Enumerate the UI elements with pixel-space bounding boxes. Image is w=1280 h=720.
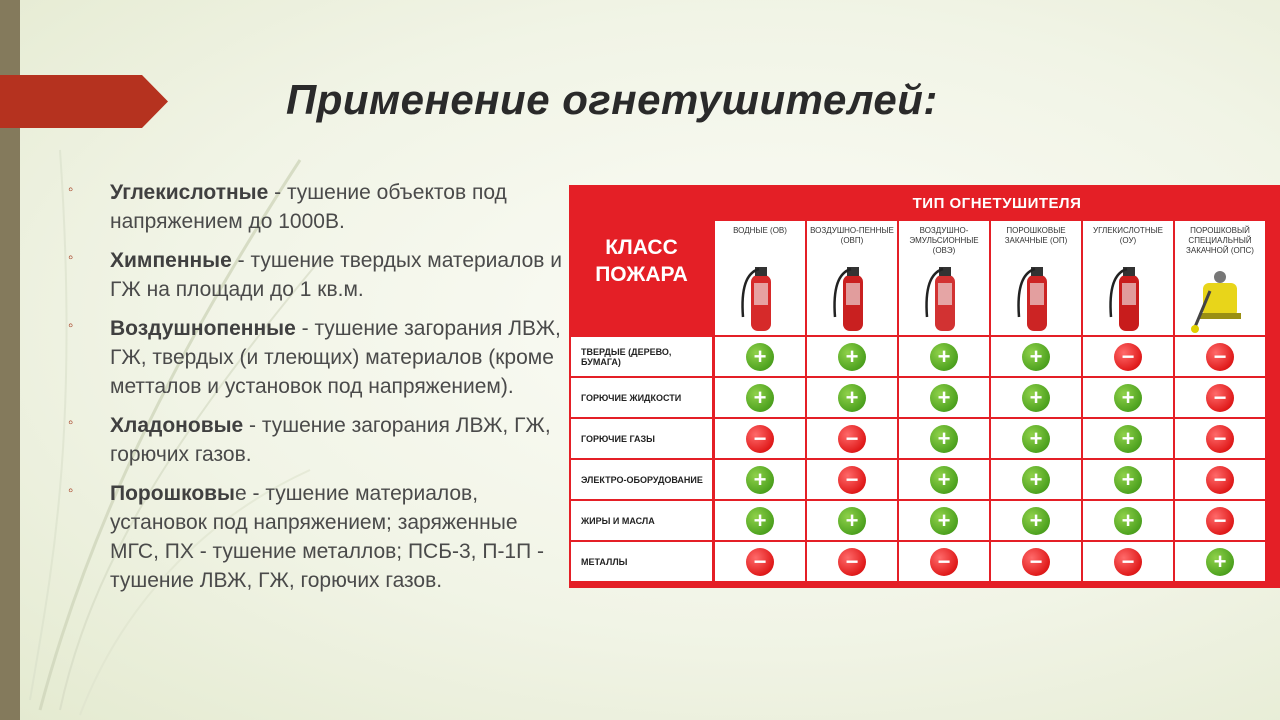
- plus-icon: +: [1022, 425, 1050, 453]
- table-cell: [991, 501, 1081, 540]
- fire-class-label: ГОРЮЧИЕ ЖИДКОСТИ: [571, 378, 712, 417]
- minus-icon: −: [838, 466, 866, 494]
- plus-icon: +: [930, 384, 958, 412]
- table-cell: [1175, 542, 1265, 581]
- table-cell: [991, 542, 1081, 581]
- table-cell: [1083, 337, 1173, 376]
- plus-icon: +: [746, 466, 774, 494]
- bullet-text: - тушение загорания ЛВЖ, ГЖ, горючих газов.: [110, 414, 551, 466]
- extinguisher-type-table: [569, 185, 1280, 588]
- table-cell: [807, 501, 897, 540]
- plus-icon: +: [1114, 425, 1142, 453]
- minus-icon: −: [1022, 548, 1050, 576]
- extinguisher-icon: [899, 251, 989, 335]
- bullet-marker-icon: ◦: [68, 249, 74, 266]
- plus-icon: +: [930, 466, 958, 494]
- plus-icon: +: [930, 343, 958, 371]
- bullet-text: - тушение объектов под напряжением до 1000В.: [110, 181, 507, 233]
- plus-icon: +: [838, 384, 866, 412]
- minus-icon: −: [838, 425, 866, 453]
- type-name: ВОЗДУШНО-ЭМУЛЬСИОННЫЕ (ОВЭ): [909, 226, 979, 255]
- minus-icon: −: [930, 548, 958, 576]
- table-cell: [1083, 378, 1173, 417]
- extinguisher-icon: [715, 251, 805, 335]
- type-column-1: [715, 221, 805, 335]
- table-cell: [899, 378, 989, 417]
- plus-icon: +: [1206, 548, 1234, 576]
- minus-icon: −: [746, 548, 774, 576]
- table-cell: [899, 337, 989, 376]
- bullet-halon: [68, 411, 568, 469]
- table-cell: [715, 542, 805, 581]
- plus-icon: +: [746, 507, 774, 535]
- table-cell: [899, 501, 989, 540]
- plus-icon: +: [930, 425, 958, 453]
- table-cell: [991, 419, 1081, 458]
- plus-icon: +: [746, 384, 774, 412]
- class-header-line2: ПОЖАРА: [595, 263, 688, 286]
- plus-icon: +: [1022, 384, 1050, 412]
- plus-icon: +: [746, 343, 774, 371]
- table-cell: [715, 501, 805, 540]
- extinguisher-icon: [991, 251, 1081, 335]
- table-cell: [1083, 419, 1173, 458]
- bullet-marker-icon: ◦: [68, 414, 74, 431]
- table-cell: [1083, 501, 1173, 540]
- type-header: ТИП ОГНЕТУШИТЕЛЯ: [912, 194, 1082, 212]
- bullet-text: - тушение твердых материалов и ГЖ на площади до 1 кв.м.: [110, 249, 562, 301]
- type-name: ПОРОШКОВЫЙ СПЕЦИАЛЬНЫЙ ЗАКАЧНОЙ (ОПС): [1186, 226, 1254, 255]
- plus-icon: +: [1114, 466, 1142, 494]
- minus-icon: −: [1206, 507, 1234, 535]
- type-column-3: [899, 221, 989, 335]
- bullet-term: Хладоновые: [110, 414, 244, 437]
- minus-icon: −: [1206, 425, 1234, 453]
- table-cell: [1083, 460, 1173, 499]
- plus-icon: +: [1022, 343, 1050, 371]
- table-cell: [807, 378, 897, 417]
- table-cell: [807, 542, 897, 581]
- extinguisher-use-list: [68, 178, 568, 595]
- table-cell: [991, 337, 1081, 376]
- table-cell: [991, 460, 1081, 499]
- plus-icon: +: [838, 343, 866, 371]
- table-cell: [1175, 419, 1265, 458]
- title-arrow-banner: [0, 75, 168, 128]
- type-column-2: [807, 221, 897, 335]
- minus-icon: −: [1206, 343, 1234, 371]
- fire-class-label: ТВЕРДЫЕ (ДЕРЕВО, БУМАГА): [571, 337, 712, 376]
- plus-icon: +: [930, 507, 958, 535]
- type-name: ПОРОШКОВЫЕ ЗАКАЧНЫЕ (ОП): [1004, 226, 1068, 245]
- fire-class-label: ЖИРЫ И МАСЛА: [571, 501, 712, 540]
- type-column-4: [991, 221, 1081, 335]
- minus-icon: −: [1114, 548, 1142, 576]
- plus-icon: +: [838, 507, 866, 535]
- bullet-chemical-foam: [68, 246, 568, 304]
- table-cell: [715, 337, 805, 376]
- bullet-air-foam: [68, 314, 568, 401]
- fire-class-label: МЕТАЛЛЫ: [571, 542, 712, 581]
- class-header: [569, 185, 714, 337]
- bullet-powder: [68, 479, 568, 595]
- bullet-term: Воздушнопенные: [110, 317, 296, 340]
- table-cell: [1175, 501, 1265, 540]
- minus-icon: −: [1206, 384, 1234, 412]
- bullet-co2: [68, 178, 568, 236]
- table-cell: [715, 460, 805, 499]
- bullet-term: Химпенные: [110, 249, 232, 272]
- table-cell: [1175, 337, 1265, 376]
- bullet-text: е - тушение материалов, установок под напряжением; заряженные МГС, ПХ - тушение металлов; ПСБ-3, П-1П - тушение ЛВЖ, ГЖ, горючих газов.: [110, 482, 545, 592]
- table-cell: [1175, 378, 1265, 417]
- table-cell: [715, 419, 805, 458]
- table-cell: [899, 419, 989, 458]
- class-header-line1: КЛАСС: [605, 236, 678, 259]
- minus-icon: −: [746, 425, 774, 453]
- minus-icon: −: [838, 548, 866, 576]
- fire-class-label: ГОРЮЧИЕ ГАЗЫ: [571, 419, 712, 458]
- table-cell: [991, 378, 1081, 417]
- plus-icon: +: [1114, 384, 1142, 412]
- type-column-6: [1175, 221, 1265, 335]
- extinguisher-icon: [1083, 251, 1173, 335]
- slide-title: Применение огнетушителей:: [286, 76, 938, 123]
- table-cell: [1175, 460, 1265, 499]
- extinguisher-icon: [807, 251, 897, 335]
- table-cell: [1083, 542, 1173, 581]
- table-cell: [807, 460, 897, 499]
- bullet-marker-icon: ◦: [68, 482, 74, 499]
- type-name: ВОЗДУШНО-ПЕННЫЕ (ОВП): [810, 226, 894, 245]
- bullet-marker-icon: ◦: [68, 317, 74, 334]
- extinguisher-icon: [1175, 251, 1265, 335]
- bullet-marker-icon: ◦: [68, 181, 74, 198]
- plus-icon: +: [1022, 507, 1050, 535]
- plus-icon: +: [1022, 466, 1050, 494]
- bullet-term: Порошковы: [110, 482, 235, 505]
- fire-class-label: ЭЛЕКТРО-ОБОРУДОВАНИЕ: [571, 460, 712, 499]
- minus-icon: −: [1114, 343, 1142, 371]
- type-column-5: [1083, 221, 1173, 335]
- bullet-term: Углекислотные: [110, 181, 269, 204]
- type-name: УГЛЕКИСЛОТНЫЕ (ОУ): [1092, 226, 1164, 245]
- type-name: ВОДНЫЕ (ОВ): [733, 226, 787, 235]
- minus-icon: −: [1206, 466, 1234, 494]
- table-cell: [899, 542, 989, 581]
- table-cell: [807, 337, 897, 376]
- table-cell: [899, 460, 989, 499]
- plus-icon: +: [1114, 507, 1142, 535]
- table-cell: [715, 378, 805, 417]
- table-cell: [807, 419, 897, 458]
- bullet-text: - тушение загорания ЛВЖ, ГЖ, твердых (и тлеющих) материалов (кроме метталов и установок под напряжением).: [110, 317, 561, 398]
